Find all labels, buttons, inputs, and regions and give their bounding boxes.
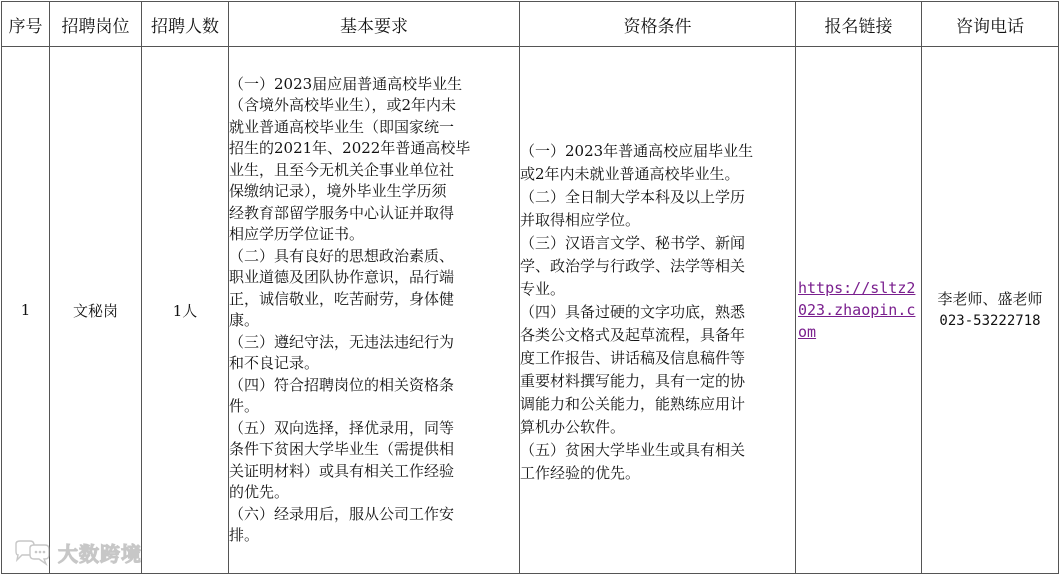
cell-contact <box>922 47 1059 574</box>
basic-requirement-line: （六）经录用后，服从公司工作安 <box>229 504 455 523</box>
cell-count: 1人 <box>142 47 229 574</box>
basic-requirement-line: 排。 <box>229 526 260 544</box>
qualification-line: 工作经验的优先。 <box>520 463 641 482</box>
basic-requirements-text <box>229 74 519 547</box>
basic-requirement-line: 业生，且至今无机关企事业单位社 <box>229 160 455 179</box>
basic-requirement-line: 正，诚信敬业，吃苦耐劳，身体健 <box>229 289 455 308</box>
header-count: 招聘人数 <box>142 2 229 47</box>
qualification-line: 或2年内未就业普通高校毕业生。 <box>520 164 740 183</box>
cell-seq: 1 <box>2 47 50 574</box>
basic-requirement-line: 就业普通高校毕业生（即国家统一 <box>229 117 455 136</box>
basic-requirement-line: 经教育部留学服务中心认证并取得 <box>229 203 455 222</box>
header-position: 招聘岗位 <box>50 2 142 47</box>
signup-link[interactable]: https://sltz2023.zhaopin.com <box>798 279 916 341</box>
basic-requirement-line: 职业道德及团队协作意识，品行端 <box>229 268 455 286</box>
cell-signup-link <box>796 47 922 574</box>
basic-requirement-line: 康。 <box>229 311 260 329</box>
qualification-line: 算机办公软件。 <box>520 417 626 436</box>
basic-requirement-line: 件。 <box>229 397 260 415</box>
basic-requirement-line: 招生的2021年、2022年普通高校毕 <box>229 139 471 157</box>
basic-requirement-line: （三）遵纪守法，无违法违纪行为 <box>229 332 455 351</box>
qualification-line: 学、政治学与行政学、法学等相关 <box>520 256 746 275</box>
qualification-line: 专业。 <box>520 279 566 298</box>
basic-requirement-line: 保缴纳记录），境外毕业生学历须 <box>229 182 447 200</box>
watermark-text: 大数跨境 <box>58 542 142 566</box>
header-contact-phone: 咨询电话 <box>922 2 1059 47</box>
qualification-line: 度工作报告、讲话稿及信息稿件等 <box>520 348 746 367</box>
header-qualification: 资格条件 <box>520 2 796 47</box>
header-signup-link: 报名链接 <box>796 2 922 47</box>
basic-requirement-line: 的优先。 <box>229 483 290 501</box>
qualification-line: 各类公文格式及起草流程，具备年 <box>520 325 746 344</box>
basic-requirement-line: （二）具有良好的思想政治素质、 <box>229 246 455 265</box>
header-row <box>2 2 1059 47</box>
contact-phone: 023-53222718 <box>939 313 1041 329</box>
qualification-line: （二）全日制大学本科及以上学历 <box>520 187 746 206</box>
qualification-line: 调能力和公关能力，能熟练应用计 <box>520 394 746 413</box>
basic-requirement-line: （一）2023届应届普通高校毕业生 <box>229 74 463 93</box>
contact-name: 李老师、盛老师 <box>937 290 1043 308</box>
qualification-text <box>520 136 795 485</box>
basic-requirement-line: 关证明材料）或具有相关工作经验 <box>229 461 455 480</box>
qualification-line: （四）具备过硬的文字功底，熟悉 <box>520 302 746 321</box>
basic-requirement-line: 条件下贫困大学毕业生（需提供相 <box>229 440 455 458</box>
basic-requirement-line: 相应学历学位证书。 <box>229 225 365 243</box>
basic-requirement-line: （五）双向选择，择优录用，同等 <box>229 418 455 437</box>
qualification-line: （五）贫困大学毕业生或具有相关 <box>520 440 746 459</box>
recruitment-table <box>1 1 1059 574</box>
qualification-line: （三）汉语言文学、秘书学、新闻 <box>520 233 746 252</box>
qualification-line: （一）2023年普通高校应届毕业生 <box>520 141 754 160</box>
qualification-line: 并取得相应学位。 <box>520 210 641 229</box>
header-basic-requirements: 基本要求 <box>229 2 520 47</box>
cell-position: 文秘岗 <box>50 47 142 574</box>
qualification-line: 重要材料撰写能力，具有一定的协 <box>520 371 746 390</box>
header-seq: 序号 <box>2 2 50 47</box>
basic-requirement-line: 和不良记录。 <box>229 354 320 372</box>
basic-requirement-line: （四）符合招聘岗位的相关资格条 <box>229 375 455 394</box>
cell-basic-requirements <box>229 47 520 574</box>
table-row <box>2 47 1059 574</box>
cell-qualification <box>520 47 796 574</box>
basic-requirement-line: （含境外高校毕业生），或2年内未 <box>229 96 457 114</box>
